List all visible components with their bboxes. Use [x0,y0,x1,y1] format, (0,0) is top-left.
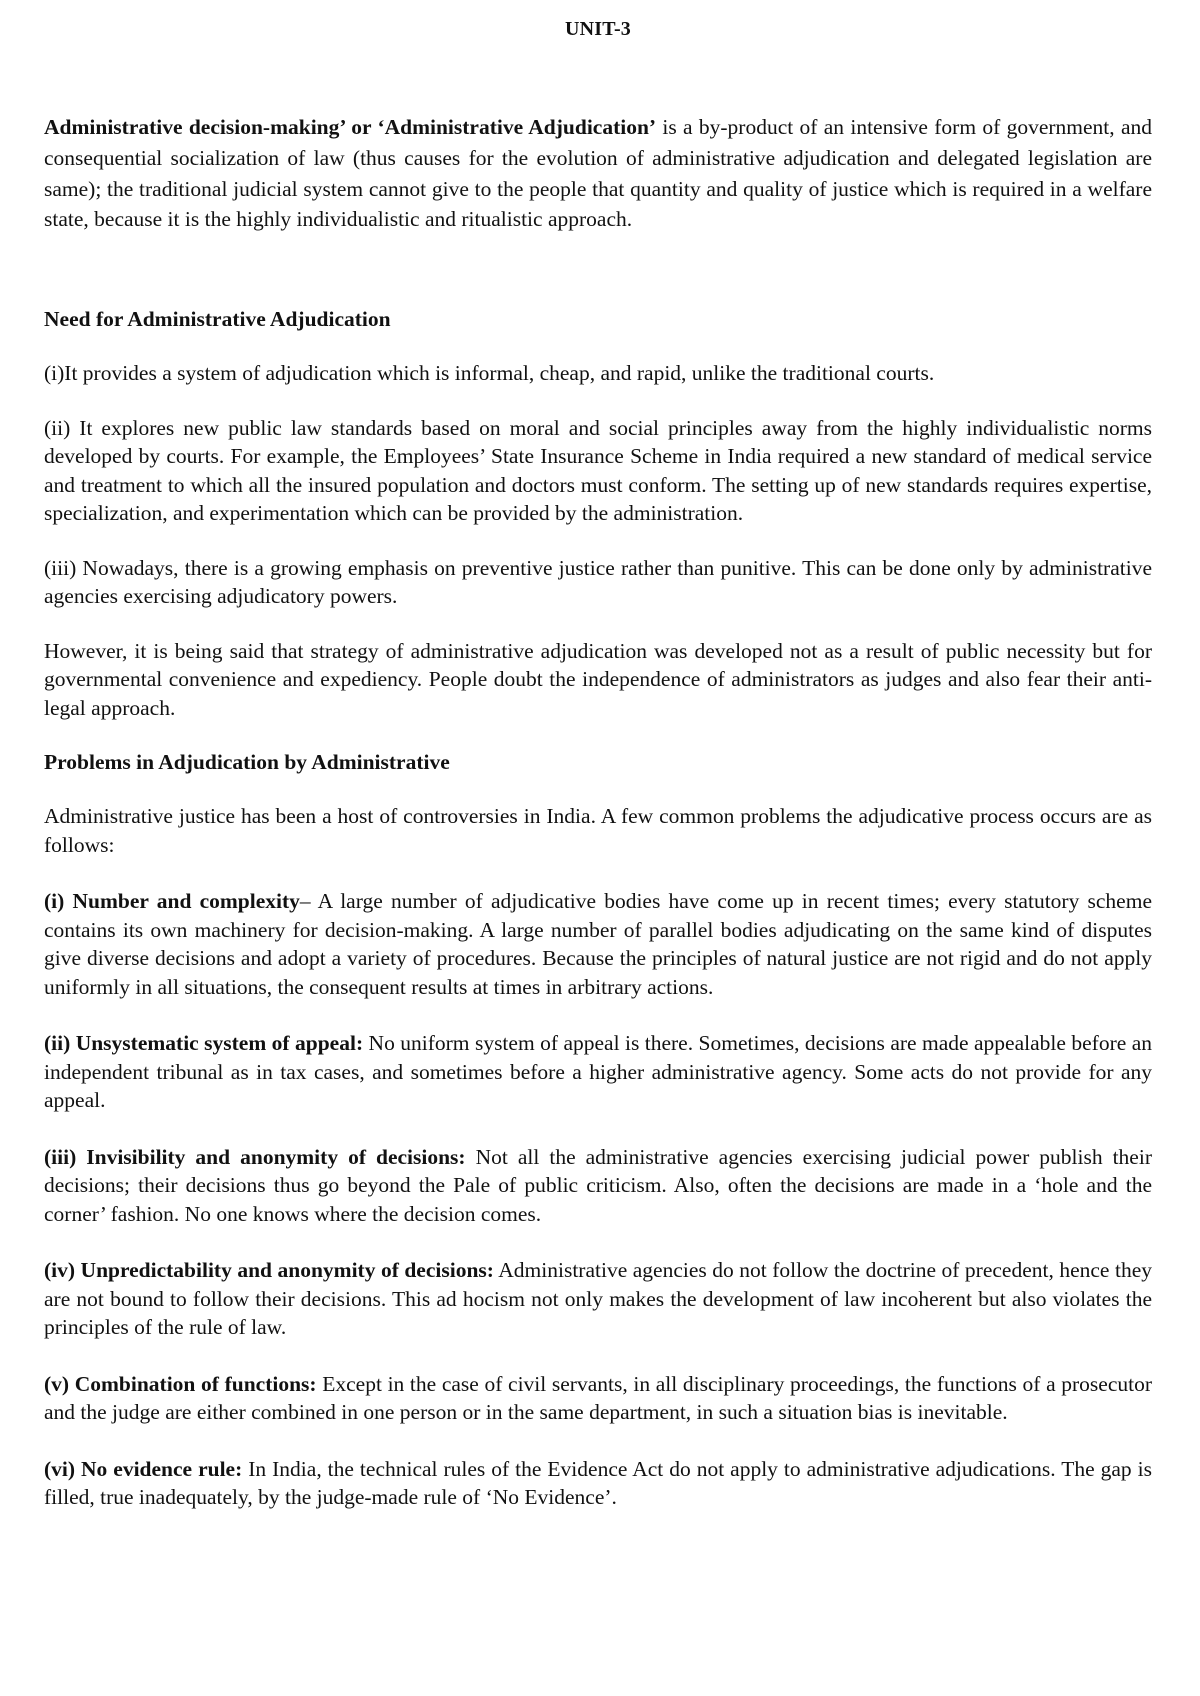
problem-label: (ii) Unsystematic system of appeal: [44,1031,364,1056]
problem-label: (iv) Unpredictability and anonymity of decisions: [44,1258,494,1283]
problems-intro: Administrative justice has been a host of controversies in India. A few common problems the adjudicative process occurs are as follows: [44,804,1152,857]
problem-label: (iii) Invisibility and anonymity of decisions: [44,1144,466,1169]
document-page [44,14,1152,1512]
problem-label: (i) Number and complexity [44,889,300,914]
problem-text: – A large number of adjudicative bodies have come up in recent times; every statutory scheme contains its own machinery for decision-making. A large number of parallel bodies adjudicating on the same kind of disputes give diverse decisions and adopt a variety of procedures. Because the principles of natural justice are not rigid and do not apply uniformly in all situations, the consequent results at times in arbitrary actions. [44,889,1152,999]
intro-paragraph [44,112,1152,235]
problem-item [44,1029,1152,1115]
problem-text: Except in the case of civil servants, in all disciplinary proceedings, the functions of a prosecutor and the judge are either combined in one person or in the same department, in such a situation bias is inevitable. [44,1371,1152,1425]
problem-label: (vi) No evidence rule: [44,1456,243,1481]
problem-item [44,1370,1152,1427]
problem-label: (v) Combination of functions: [44,1371,317,1396]
problems-heading: Problems in Adjudication by Administrative [44,750,450,775]
intro-text: is a by-product of an intensive form of government, and consequential socialization of law (thus causes for the evolution of administrative adjudication and delegated legislation are same); the traditional judicial system cannot give to the people that quantity and quality of justice which is required in a welfare state, because it is the highly individualistic and ritualistic approach. [44,115,1152,232]
problem-text: No uniform system of appeal is there. Sometimes, decisions are made appealable before an independent tribunal as in tax cases, and sometimes before a higher administrative agency. Some acts do not provide for any appeal. [44,1031,1152,1113]
problem-item [44,1256,1152,1342]
problem-text: In India, the technical rules of the Evidence Act do not apply to administrative adjudications. The gap is filled, true inadequately, by the judge-made rule of ‘No Evidence’. [44,1456,1152,1510]
problem-item [44,887,1152,1001]
intro-bold-lead: Administrative decision-making’ or ‘Administrative Adjudication’ [44,115,657,139]
unit-title: UNIT-3 [564,18,632,40]
need-point-2: (ii) It explores new public law standards based on moral and social principles away from the highly individualistic norms developed by courts. For example, the Employees’ State Insurance Scheme in India required a new standard of medical service and treatment to which all the insured population and doctors must conform. The setting up of new standards requires expertise, specialization, and experimentation which can be provided by the administration. [44,415,1152,526]
problem-text: Administrative agencies do not follow the doctrine of precedent, hence they are not bound to follow their decisions. This ad hocism not only makes the development of law incoherent but also violates the principles of the rule of law. [44,1258,1152,1340]
need-point-3: (iii) Nowadays, there is a growing emphasis on preventive justice rather than punitive. This can be done only by administrative agencies exercising adjudicatory powers. [44,555,1152,609]
criticism-paragraph: However, it is being said that strategy of administrative adjudication was developed not as a result of public necessity but for governmental convenience and expediency. People doubt the independence of administrators as judges and also fear their anti-legal approach. [44,638,1152,720]
problem-item [44,1143,1152,1229]
problem-item [44,1455,1152,1512]
problem-text: Not all the administrative agencies exercising judicial power publish their decisions; their decisions thus go beyond the Pale of public criticism. Also, often the decisions are made in a ‘hole and the corner’ fashion. No one knows where the decision comes. [44,1144,1152,1226]
need-heading: Need for Administrative Adjudication [44,307,391,332]
need-point-1: (i)It provides a system of adjudication which is informal, cheap, and rapid, unlike the traditional courts. [44,361,935,386]
